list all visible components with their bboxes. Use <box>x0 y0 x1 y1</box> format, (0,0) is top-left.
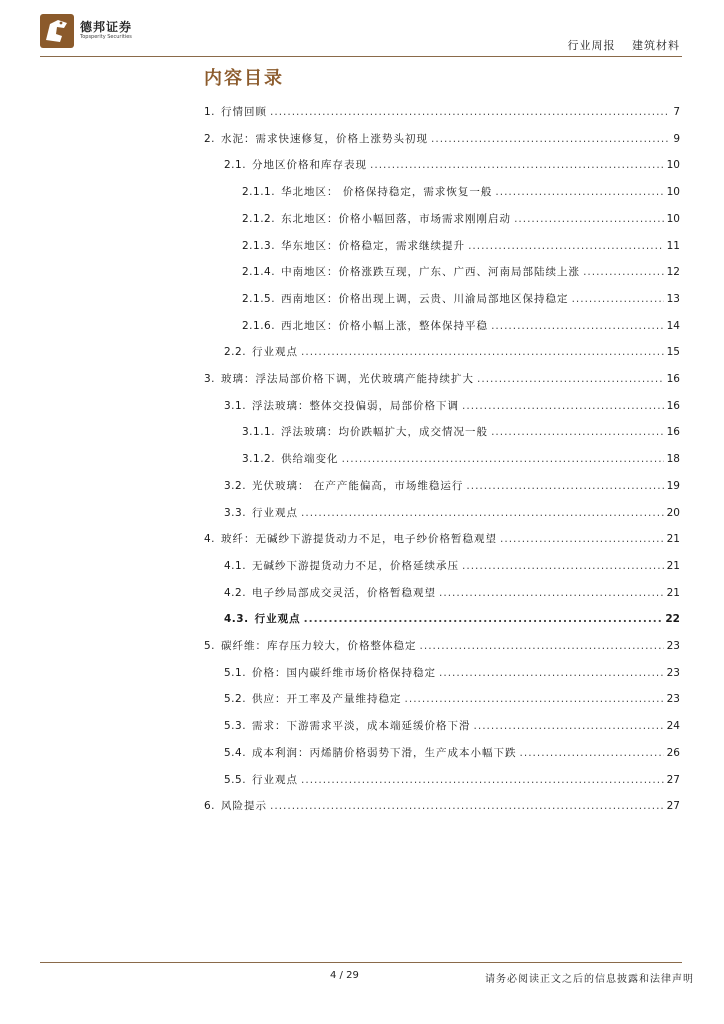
toc-dot-leader <box>405 693 664 705</box>
toc-entry[interactable] <box>224 718 680 734</box>
toc-dot-leader <box>520 747 664 759</box>
toc-dot-leader <box>270 106 670 118</box>
toc-entry-page: 27 <box>666 800 680 812</box>
toc-entry-page: 12 <box>666 266 680 278</box>
toc-entry-title: 玻纤：无碱纱下游提货动力不足，电子纱价格暂稳观望 <box>221 533 498 545</box>
header-divider <box>40 56 682 57</box>
toc-dot-leader <box>474 720 664 732</box>
toc-entry-page: 7 <box>673 106 680 118</box>
toc-entry[interactable] <box>224 585 680 601</box>
toc-entry-page: 14 <box>666 320 680 332</box>
toc-entry[interactable] <box>204 371 680 387</box>
toc-entry-title: 西北地区：价格小幅上涨，整体保持平稳 <box>281 320 489 332</box>
toc-dot-leader <box>301 346 664 358</box>
toc-entry-page: 19 <box>666 480 680 492</box>
toc-entry-page: 24 <box>666 720 680 732</box>
toc-entry-page: 23 <box>666 693 680 705</box>
toc-entry-page: 26 <box>666 747 680 759</box>
toc-entry-page: 15 <box>666 346 680 358</box>
toc-entry-title: 行业观点 <box>252 774 299 786</box>
page-indicator: 4 / 29 <box>330 970 359 981</box>
report-type: 行业周报 <box>567 39 616 52</box>
toc-entry-title: 价格：国内碳纤维市场价格保持稳定 <box>252 667 437 679</box>
toc-dot-leader <box>439 587 664 599</box>
toc-dot-leader <box>420 640 664 652</box>
toc-entry-number: 5.1. <box>224 667 247 679</box>
toc-dot-leader <box>495 186 663 198</box>
toc-entry-page: 16 <box>666 426 680 438</box>
toc-dot-leader <box>466 480 663 492</box>
toc-entry-number: 6. <box>204 800 216 812</box>
toc-entry[interactable] <box>224 611 680 627</box>
toc-entry[interactable] <box>224 745 680 761</box>
toc-entry[interactable] <box>224 344 680 360</box>
toc-entry-title: 西南地区：价格出现上调，云贵、川渝局部地区保持稳定 <box>281 293 569 305</box>
toc-entry-number: 5.5. <box>224 774 247 786</box>
toc-entry-title: 东北地区：价格小幅回落，市场需求刚刚启动 <box>281 213 512 225</box>
toc-entry[interactable] <box>242 424 680 440</box>
toc-entry-title: 水泥：需求快速修复，价格上涨势头初现 <box>221 133 429 145</box>
toc-entry-page: 21 <box>666 533 680 545</box>
toc-entry[interactable] <box>204 531 680 547</box>
toc-entry-page: 22 <box>665 613 680 625</box>
toc-entry[interactable] <box>204 638 680 654</box>
toc-dot-leader <box>301 507 664 519</box>
toc-entry-title: 华北地区： 价格保持稳定，需求恢复一般 <box>281 186 493 198</box>
toc-entry[interactable] <box>242 238 680 254</box>
toc-entry-number: 2.1.3. <box>242 240 276 252</box>
toc-entry-title: 行业观点 <box>252 507 299 519</box>
industry-name: 建筑材料 <box>632 39 680 52</box>
toc-entry-page: 23 <box>666 640 680 652</box>
toc-entry-page: 10 <box>666 213 680 225</box>
toc-entry-page: 9 <box>673 133 680 145</box>
toc-entry-number: 2.1. <box>224 159 247 171</box>
toc-dot-leader <box>491 320 664 332</box>
toc-dot-leader <box>342 453 664 465</box>
toc-entry-number: 5.2. <box>224 693 247 705</box>
toc-entry-page: 10 <box>666 186 680 198</box>
toc-dot-leader <box>439 667 664 679</box>
toc-entry[interactable] <box>242 318 680 334</box>
toc-entry-title: 中南地区：价格涨跌互现，广东、广西、河南局部陆续上涨 <box>281 266 581 278</box>
toc-dot-leader <box>468 240 664 252</box>
toc-entry-number: 3.2. <box>224 480 247 492</box>
toc-dot-leader <box>583 266 664 278</box>
toc-entry-number: 5. <box>204 640 216 652</box>
toc-entry-page: 13 <box>666 293 680 305</box>
toc-dot-leader <box>572 293 664 305</box>
toc-entry-title: 需求：下游需求平淡，成本端延缓价格下滑 <box>252 720 471 732</box>
header-category <box>568 37 681 53</box>
toc-entry[interactable] <box>224 505 680 521</box>
company-logo <box>40 14 160 48</box>
legal-disclaimer: 请务必阅读正文之后的信息披露和法律声明 <box>485 974 694 985</box>
toc-entry-title: 供给端变化 <box>281 453 339 465</box>
toc-entry-number: 3.1. <box>224 400 247 412</box>
toc-entry-title: 供应：开工率及产量维持稳定 <box>252 693 402 705</box>
toc-entry-number: 4. <box>204 533 216 545</box>
toc-entry[interactable] <box>204 131 680 147</box>
toc-entry-page: 16 <box>666 400 680 412</box>
toc-entry-number: 4.3. <box>224 613 249 625</box>
dragon-logo-icon <box>40 14 74 48</box>
toc-entry-title: 电子纱局部成交灵活，价格暂稳观望 <box>252 587 437 599</box>
toc-entry-number: 1. <box>204 106 216 118</box>
toc-entry[interactable] <box>224 772 680 788</box>
toc-entry-title: 风险提示 <box>221 800 268 812</box>
toc-entry-title: 无碱纱下游提货动力不足，价格延续承压 <box>252 560 460 572</box>
toc-entry-number: 2.2. <box>224 346 247 358</box>
toc-dot-leader <box>270 800 664 812</box>
toc-entry-number: 5.4. <box>224 747 247 759</box>
toc-entry[interactable] <box>224 691 680 707</box>
toc-title: 内容目录 <box>204 68 284 89</box>
toc-dot-leader <box>462 400 664 412</box>
toc-entry-title: 光伏玻璃： 在产产能偏高，市场维稳运行 <box>252 480 464 492</box>
page-header <box>0 0 724 60</box>
toc-entry-number: 3.3. <box>224 507 247 519</box>
toc-entry-page: 23 <box>666 667 680 679</box>
toc-dot-leader <box>491 426 664 438</box>
toc-entry-title: 浮法玻璃：整体交投偏弱，局部价格下调 <box>252 400 460 412</box>
toc-entry-title: 行业观点 <box>254 613 301 625</box>
toc-entry-page: 21 <box>666 587 680 599</box>
toc-entry-title: 行情回顾 <box>221 106 268 118</box>
toc-entry-title: 华东地区：价格稳定，需求继续提升 <box>281 240 466 252</box>
footer-divider <box>40 962 682 963</box>
toc-dot-leader <box>514 213 664 225</box>
toc-dot-leader <box>431 133 670 145</box>
toc-entry-number: 4.2. <box>224 587 247 599</box>
toc-entry-page: 20 <box>666 507 680 519</box>
toc-entry-title: 成本利润：丙烯腈价格弱势下滑，生产成本小幅下跌 <box>252 747 517 759</box>
toc-entry[interactable] <box>242 451 680 467</box>
toc-entry-number: 2.1.2. <box>242 213 276 225</box>
toc-entry-number: 2.1.1. <box>242 186 276 198</box>
toc-entry[interactable] <box>242 184 680 200</box>
toc-entry-title: 行业观点 <box>252 346 299 358</box>
toc-entry[interactable] <box>224 558 680 574</box>
toc-entry-title: 分地区价格和库存表现 <box>252 159 368 171</box>
toc-entry-page: 10 <box>666 159 680 171</box>
toc-dot-leader <box>462 560 664 572</box>
toc-entry-page: 16 <box>666 373 680 385</box>
toc-entry-number: 2.1.6. <box>242 320 276 332</box>
toc-entry-title: 浮法玻璃：均价跌幅扩大，成交情况一般 <box>281 426 489 438</box>
toc-entry-page: 11 <box>666 240 680 252</box>
toc-entry[interactable] <box>224 665 680 681</box>
toc-dot-leader <box>370 159 664 171</box>
toc-entry[interactable] <box>204 798 680 814</box>
toc-entry-number: 3.1.1. <box>242 426 276 438</box>
logo-english-name: Topsperity Securities <box>80 34 132 40</box>
toc-entry-title: 玻璃：浮法局部价格下调，光伏玻璃产能持续扩大 <box>221 373 475 385</box>
toc-entry[interactable] <box>242 211 680 227</box>
toc-entry-number: 5.3. <box>224 720 247 732</box>
logo-chinese-name: 德邦证券 <box>80 20 133 34</box>
toc-entry[interactable] <box>224 157 680 173</box>
toc-entry-number: 3. <box>204 373 216 385</box>
toc-dot-leader <box>304 613 663 625</box>
toc-dot-leader <box>301 774 664 786</box>
toc-entry[interactable] <box>242 264 680 280</box>
toc-entry-title: 碳纤维：库存压力较大，价格整体稳定 <box>221 640 417 652</box>
toc-entry[interactable] <box>224 478 680 494</box>
toc-entry-number: 2. <box>204 133 216 145</box>
toc-dot-leader <box>477 373 664 385</box>
toc-entry-page: 21 <box>666 560 680 572</box>
toc-entry-number: 4.1. <box>224 560 247 572</box>
toc-entry-number: 2.1.5. <box>242 293 276 305</box>
toc-entry[interactable] <box>242 291 680 307</box>
toc-entry-number: 2.1.4. <box>242 266 276 278</box>
toc-entry-number: 3.1.2. <box>242 453 276 465</box>
toc-entry[interactable] <box>204 104 680 120</box>
toc-entry-page: 27 <box>666 774 680 786</box>
toc-entry[interactable] <box>224 398 680 414</box>
toc-dot-leader <box>500 533 664 545</box>
toc-entry-page: 18 <box>666 453 680 465</box>
